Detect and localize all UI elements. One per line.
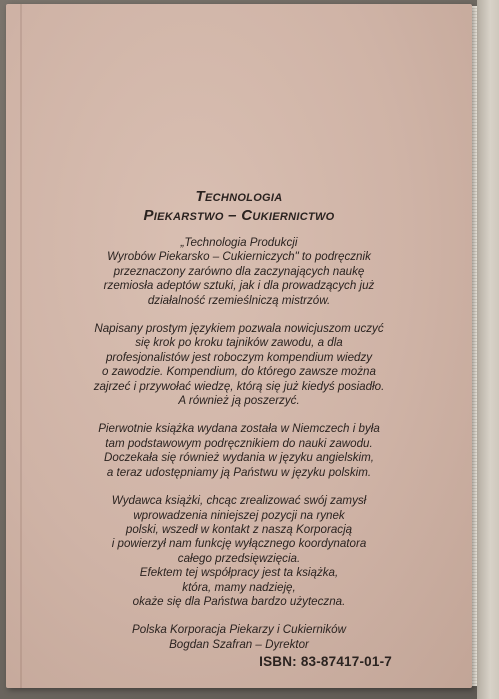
blurb-paragraph-3	[6, 422, 472, 480]
blurb-line: i powierzył nam funkcję wyłącznego koordynatora	[111, 537, 367, 551]
blurb-line: wprowadzenia niniejszej pozycji na rynek	[133, 508, 345, 522]
book-title	[6, 187, 472, 225]
blurb-paragraph-1	[6, 236, 472, 308]
blurb-line: o zawodzie. Kompendium, do którego zawsze można	[102, 365, 376, 379]
blurb-line: Doczekała się również wydania w języku angielskim,	[104, 451, 374, 465]
book-back-cover	[6, 4, 472, 688]
blurb-line: zajrzeć i przywołać wiedzę, którą się już kiedyś posiadło.	[93, 379, 385, 393]
blurb-line: „Technologia Produkcji	[180, 236, 298, 249]
blurb-line: się krok po kroku tajników zawodu, a dla	[135, 336, 343, 350]
blurb-line: która, mamy nadzieję,	[182, 580, 296, 594]
blurb-paragraph-4	[6, 494, 472, 609]
signature-name: Bogdan Szafran – Dyrektor	[169, 637, 309, 651]
blurb-line: Wydawca książki, chcąc zrealizować swój zamysł	[111, 494, 367, 508]
signature-organization: Polska Korporacja Piekarzy i Cukierników	[132, 623, 346, 637]
blurb-line: Wyrobów Piekarsko – Cukierniczych" to podręcznik	[107, 250, 371, 264]
blurb-line: polski, wszedł w kontakt z naszą Korporacją	[125, 522, 353, 536]
isbn-number: ISBN: 83-87417-01-7	[259, 654, 392, 669]
blurb-line: okaże się dla Państwa bardzo użyteczna.	[132, 594, 346, 608]
blurb-line: rzemiosła adeptów sztuki, jak i dla prowadzących już	[103, 279, 375, 293]
blurb-line: Napisany prostym językiem pozwala nowicjuszom uczyć	[94, 322, 384, 336]
blurb-line: a teraz udostępniamy ją Państwu w języku polskim.	[106, 465, 372, 479]
blurb-line: całego przedsięwzięcia.	[177, 551, 301, 565]
blurb-line: tam podstawowym podręcznikiem do nauki zawodu.	[105, 436, 373, 450]
blurb-paragraph-2	[6, 322, 472, 408]
blurb-line: działalność rzemieślniczą mistrzów.	[147, 293, 331, 307]
blurb-line: Efektem tej współpracy jest ta książka,	[139, 566, 339, 580]
blurb-line: profesjonalistów jest roboczym kompendium wiedzy	[105, 350, 373, 364]
blurb-text	[6, 236, 472, 666]
table-surface	[477, 0, 499, 699]
blurb-line: A również ją poszerzyć.	[178, 394, 300, 408]
book-title-line-1: Technologia	[195, 188, 283, 205]
signature-block	[6, 623, 472, 652]
book-title-line-2: Piekarstwo – Cukiernictwo	[143, 207, 335, 224]
blurb-line: przeznaczony zarówno dla zaczynających naukę	[113, 264, 365, 278]
blurb-line: Pierwotnie książka wydana została w Niemczech i była	[98, 422, 380, 436]
